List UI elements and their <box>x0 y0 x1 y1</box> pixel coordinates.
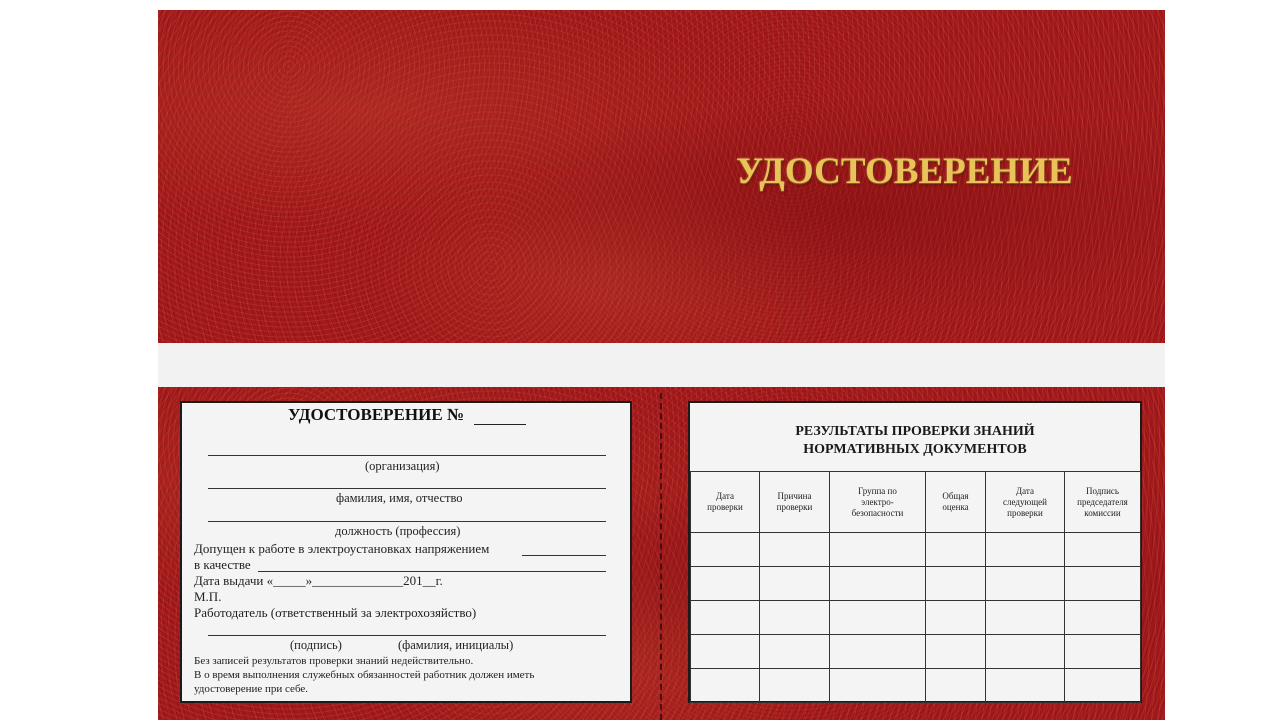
results-cell <box>691 567 760 601</box>
employer-text: Работодатель (ответственный за электрохозяйство) <box>194 605 477 620</box>
note-line-2: В о время выполнения служебных обязанностей работник должен иметь <box>194 669 535 681</box>
results-row <box>691 669 1141 703</box>
name-line <box>208 488 606 489</box>
results-cell <box>830 601 926 635</box>
results-title-line-1: РЕЗУЛЬТАТЫ ПРОВЕРКИ ЗНАНИЙ <box>795 424 1035 439</box>
note-line-1: Без записей результатов проверки знаний недействительно. <box>194 655 474 667</box>
name-caption: фамилия, имя, отчество <box>336 491 463 505</box>
col-check-reason: Причина проверки <box>760 472 830 533</box>
certificate-number-title: УДОСТОВЕРЕНИЕ № <box>288 405 465 424</box>
results-cell <box>760 669 830 703</box>
results-cell <box>926 601 986 635</box>
results-row <box>691 635 1141 669</box>
results-title-line-2: НОРМАТИВНЫХ ДОКУМЕНТОВ <box>803 442 1027 457</box>
col-overall-grade: Общая оценка <box>926 472 986 533</box>
results-cell <box>760 601 830 635</box>
right-page <box>688 401 1142 703</box>
signature-caption: (подпись) <box>290 638 342 652</box>
results-cell <box>691 533 760 567</box>
note-line-3: удостоверение при себе. <box>194 683 309 695</box>
position-caption: должность (профессия) <box>335 524 461 538</box>
results-cell <box>986 635 1065 669</box>
results-cell <box>1065 533 1141 567</box>
cover <box>158 10 1165 343</box>
results-row <box>691 567 1141 601</box>
cover-title: УДОСТОВЕРЕНИЕ <box>736 151 1073 192</box>
position-line <box>208 521 606 522</box>
results-cell <box>830 635 926 669</box>
col-next-check-date: Дата следующей проверки <box>986 472 1065 533</box>
capacity-line <box>258 571 606 572</box>
issue-date-text: Дата выдачи «_____»______________201__г. <box>194 573 443 588</box>
signature-line <box>208 635 606 636</box>
col-safety-group: Группа по электро- безопасности <box>830 472 926 533</box>
results-cell <box>1065 567 1141 601</box>
results-cell <box>691 669 760 703</box>
organization-line <box>208 455 606 456</box>
results-cell <box>1065 601 1141 635</box>
gap-band <box>158 343 1165 387</box>
results-cell <box>986 533 1065 567</box>
inside-spread <box>158 387 1165 720</box>
results-row <box>691 601 1141 635</box>
results-cell <box>760 635 830 669</box>
organization-caption: (организация) <box>365 459 440 473</box>
col-chair-signature: Подпись председателя комиссии <box>1065 472 1141 533</box>
col-check-date: Дата проверки <box>691 472 760 533</box>
results-cell <box>760 567 830 601</box>
results-cell <box>830 567 926 601</box>
results-cell <box>760 533 830 567</box>
results-cell <box>830 669 926 703</box>
results-cell <box>1065 669 1141 703</box>
results-cell <box>926 567 986 601</box>
results-title <box>690 423 1140 459</box>
voltage-line <box>522 555 606 556</box>
admitted-text: Допущен к работе в электроустановках напряжением <box>194 541 490 556</box>
results-cell <box>986 669 1065 703</box>
results-body <box>691 533 1141 703</box>
results-cell <box>691 635 760 669</box>
results-cell <box>926 669 986 703</box>
left-page <box>180 401 632 703</box>
stamp-text: М.П. <box>194 589 222 604</box>
results-cell <box>986 601 1065 635</box>
results-header-row <box>691 472 1141 533</box>
results-cell <box>926 635 986 669</box>
results-cell <box>926 533 986 567</box>
spine-fold <box>660 393 662 720</box>
initials-caption: (фамилия, инициалы) <box>398 638 514 652</box>
results-cell <box>830 533 926 567</box>
results-cell <box>986 567 1065 601</box>
results-cell <box>691 601 760 635</box>
capacity-text: в качестве <box>194 557 251 572</box>
results-table <box>690 471 1141 703</box>
results-row <box>691 533 1141 567</box>
results-cell <box>1065 635 1141 669</box>
certificate-number-blank <box>474 424 526 425</box>
